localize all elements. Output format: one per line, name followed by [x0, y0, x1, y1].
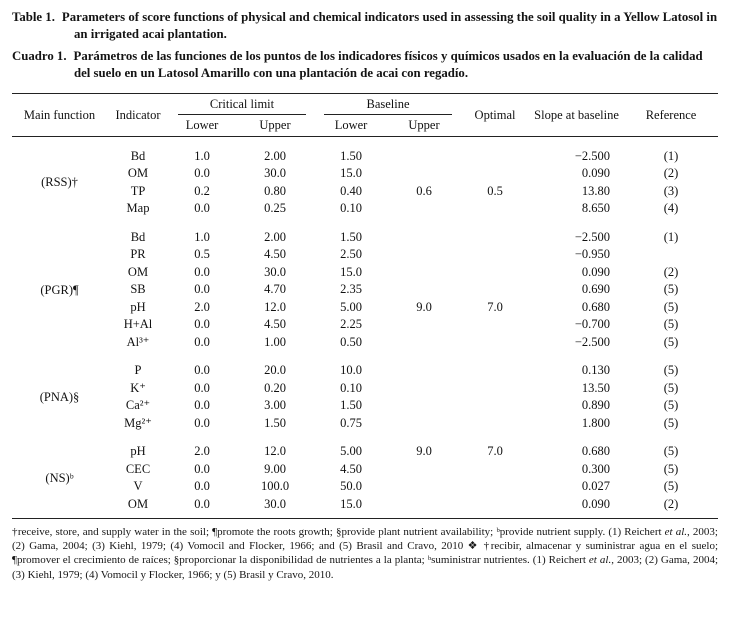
cell-bl_lower: 5.00: [340, 444, 362, 459]
table-row: [12, 316, 718, 334]
table-row: [12, 461, 718, 479]
cell-indicator: Al³⁺: [126, 334, 150, 349]
cell-optimal: [461, 415, 529, 433]
table-row: [12, 246, 718, 264]
caption-es-text: Parámetros de las funciones de los puntos de los indicadores físicos y químicos usados en la evaluación de la calidad del suelo en un Latosol Amarillo con una plantación de acai con regadío.: [73, 48, 703, 80]
cell-bl_lower: 1.50: [340, 229, 362, 244]
cell-cl_upper: 4.50: [264, 247, 286, 262]
cell-slope: −2.500: [574, 334, 611, 349]
cell-bl_lower: 2.50: [340, 247, 362, 262]
table-row: [12, 183, 718, 201]
cell-indicator: K⁺: [130, 380, 146, 395]
table-row: [12, 148, 718, 166]
cell-cl_lower: 0.0: [194, 282, 210, 297]
cell-optimal: 0.5: [487, 183, 503, 198]
cell-slope: 0.680: [581, 299, 611, 314]
cell-optimal: [461, 281, 529, 299]
cell-slope: 0.027: [581, 479, 611, 494]
cell-indicator: OM: [127, 496, 149, 511]
cell-cl_upper: 0.20: [264, 380, 286, 395]
cell-bl_lower: 2.35: [340, 282, 362, 297]
cell-bl_lower: 5.00: [340, 299, 362, 314]
cell-indicator: SB: [130, 282, 146, 297]
table-body: [12, 137, 718, 519]
cell-cl_upper: 0.80: [264, 183, 286, 198]
cell-ref: (5): [663, 334, 679, 349]
cell-indicator: PR: [130, 247, 146, 262]
cell-bl_lower: 15.0: [340, 496, 362, 511]
cell-indicator: P: [134, 363, 142, 378]
cell-optimal: [461, 380, 529, 398]
cell-indicator: Bd: [130, 229, 146, 244]
cell-indicator: CEC: [125, 461, 151, 476]
cell-slope: −0.700: [574, 317, 611, 332]
header-critical-limit: Critical limit: [169, 93, 315, 116]
cell-slope: 0.680: [581, 444, 611, 459]
cell-cl_lower: 0.2: [194, 183, 210, 198]
cell-bl_lower: 50.0: [340, 479, 362, 494]
cell-bl_upper: [387, 316, 461, 334]
cell-bl_lower: 0.75: [340, 415, 362, 430]
cell-bl_upper: 0.6: [416, 183, 432, 198]
group-spacer: [12, 351, 718, 362]
footnote-segment: , 2003; (2) Gama, 2004; (3) Kiehl, 1979; (4) Vomocil y Flocker, 1966; y (5) Brasil y Cravo, 2010.: [12, 554, 719, 581]
cell-bl_upper: [387, 415, 461, 433]
cell-cl_upper: 9.00: [264, 461, 286, 476]
table-row: [12, 380, 718, 398]
cell-cl_upper: 4.70: [264, 282, 286, 297]
cell-slope: −2.500: [574, 148, 611, 163]
cell-slope: 0.690: [581, 282, 611, 297]
cell-indicator: OM: [127, 264, 149, 279]
cell-slope: −0.950: [574, 247, 611, 262]
cell-cl_upper: 100.0: [260, 479, 290, 494]
cell-ref: (5): [663, 479, 679, 494]
footnote-italic-segment: et al.: [664, 525, 688, 538]
header-reference: Reference: [624, 93, 718, 137]
cell-slope: 13.80: [581, 183, 611, 198]
cell-bl_upper: [387, 334, 461, 352]
cell-bl_upper: [387, 397, 461, 415]
cell-bl_lower: 1.50: [340, 398, 362, 413]
cell-cl_upper: 4.50: [264, 317, 286, 332]
cell-ref: (1): [663, 229, 679, 244]
cell-slope: 1.800: [581, 415, 611, 430]
cell-cl_lower: 0.0: [194, 166, 210, 181]
cell-bl_upper: [387, 496, 461, 514]
parameters-table: [12, 93, 718, 519]
cell-bl_lower: 2.25: [340, 317, 362, 332]
cell-ref: (5): [663, 415, 679, 430]
cell-ref: (4): [663, 201, 679, 216]
cell-ref: (5): [663, 461, 679, 476]
main-function-label: (RSS)†: [41, 175, 78, 190]
group-spacer: [12, 432, 718, 443]
cell-bl_lower: 4.50: [340, 461, 362, 476]
cell-cl_lower: 0.5: [194, 247, 210, 262]
cell-cl_lower: 0.0: [194, 201, 210, 216]
footnote-segment: , 2003; (2) Gama, 2004; (3) Kiehl, 1979; (4) Vomocil and Flocker, 1966; and (5) Brasil and Cravo, 2010 ❖ †recibir, almacenar y suministrar agua en el suelo; ¶promover el crecimiento de raíces; §proporcionar la disponibilidad de nutrientes a la planta; ᵇsuministrar nutrientes. (1) Reichert: [12, 525, 718, 567]
cell-cl_upper: 30.0: [264, 496, 286, 511]
table-row: [12, 299, 718, 317]
cell-slope: 0.300: [581, 461, 611, 476]
header-optimal: Optimal: [461, 93, 529, 137]
cell-cl_upper: 2.00: [264, 148, 286, 163]
cell-optimal: [461, 148, 529, 166]
cell-cl_upper: 2.00: [264, 229, 286, 244]
cell-ref: (5): [663, 444, 679, 459]
cell-indicator: pH: [130, 444, 146, 459]
cell-optimal: [461, 200, 529, 218]
cell-indicator: TP: [130, 183, 146, 198]
caption-en-label: Table 1.: [12, 10, 55, 24]
table-row: [12, 200, 718, 218]
cell-indicator: pH: [130, 299, 146, 314]
table-row: [12, 281, 718, 299]
footnote-italic-segment: et al.: [588, 554, 612, 567]
cell-bl_lower: 1.50: [340, 148, 362, 163]
table-row: [12, 229, 718, 247]
cell-cl_upper: 12.0: [264, 444, 286, 459]
caption-es-label: Cuadro 1.: [12, 48, 67, 63]
cell-optimal: [461, 264, 529, 282]
cell-indicator: V: [133, 479, 143, 494]
header-indicator: Indicator: [107, 93, 169, 137]
cell-cl_lower: 1.0: [194, 229, 210, 244]
cell-cl_upper: 20.0: [264, 363, 286, 378]
cell-slope: −2.500: [574, 229, 611, 244]
cell-indicator: OM: [127, 166, 149, 181]
cell-bl_upper: [387, 362, 461, 380]
group-spacer: [12, 137, 718, 148]
cell-cl_upper: 30.0: [264, 166, 286, 181]
header-baseline-lower: Lower: [315, 116, 387, 137]
header-main-function: Main function: [12, 93, 107, 137]
group-spacer: [12, 218, 718, 229]
header-critical-lower: Lower: [169, 116, 235, 137]
cell-cl_lower: 1.0: [194, 148, 210, 163]
cell-bl_upper: [387, 281, 461, 299]
cell-optimal: [461, 461, 529, 479]
header-baseline: Baseline: [315, 93, 461, 116]
table-row: [12, 443, 718, 461]
cell-cl_lower: 0.0: [194, 496, 210, 511]
cell-indicator: H+Al: [123, 317, 153, 332]
cell-optimal: [461, 496, 529, 514]
cell-cl_lower: 0.0: [194, 398, 210, 413]
cell-cl_lower: 0.0: [194, 380, 210, 395]
cell-bl_lower: 10.0: [340, 363, 362, 378]
table-row: [12, 165, 718, 183]
main-function-label: (NS)ᵇ: [45, 470, 74, 485]
table-row: [12, 415, 718, 433]
cell-bl_upper: 9.0: [416, 299, 432, 314]
end-spacer: [12, 513, 718, 518]
cell-bl_upper: [387, 478, 461, 496]
cell-optimal: [461, 478, 529, 496]
cell-bl_lower: 0.50: [340, 334, 362, 349]
cell-cl_upper: 30.0: [264, 264, 286, 279]
cell-optimal: 7.0: [487, 299, 503, 314]
cell-bl_upper: [387, 148, 461, 166]
header-baseline-upper: Upper: [387, 116, 461, 137]
cell-bl_lower: 15.0: [340, 264, 362, 279]
cell-cl_upper: 1.50: [264, 415, 286, 430]
cell-slope: 13.50: [581, 380, 611, 395]
footnotes: [12, 525, 718, 582]
cell-bl_lower: 0.40: [340, 183, 362, 198]
cell-bl_upper: [387, 229, 461, 247]
cell-cl_upper: 3.00: [264, 398, 286, 413]
cell-ref: (3): [663, 183, 679, 198]
table-row: [12, 264, 718, 282]
cell-cl_upper: 12.0: [264, 299, 286, 314]
cell-ref: (2): [663, 264, 679, 279]
cell-bl_upper: [387, 165, 461, 183]
cell-bl_upper: [387, 246, 461, 264]
cell-cl_lower: 0.0: [194, 363, 210, 378]
cell-bl_upper: [387, 264, 461, 282]
table-row: [12, 397, 718, 415]
cell-cl_lower: 0.0: [194, 415, 210, 430]
cell-ref: (1): [663, 148, 679, 163]
cell-cl_lower: 2.0: [194, 299, 210, 314]
table-header: [12, 93, 718, 137]
cell-optimal: [461, 397, 529, 415]
table-row: [12, 334, 718, 352]
cell-bl_lower: 0.10: [340, 380, 362, 395]
caption-en-text: Parameters of score functions of physical and chemical indicators used in assessing the soil quality in a Yellow Latosol in an irrigated acai plantation.: [61, 10, 718, 41]
header-critical-upper: Upper: [235, 116, 315, 137]
cell-cl_lower: 0.0: [194, 317, 210, 332]
cell-ref: (5): [663, 398, 679, 413]
table-row: [12, 362, 718, 380]
main-function-label: (PNA)§: [39, 389, 80, 404]
caption-english: [12, 9, 718, 43]
cell-slope: 0.130: [581, 363, 611, 378]
cell-optimal: [461, 316, 529, 334]
cell-bl_upper: [387, 461, 461, 479]
table-row: [12, 478, 718, 496]
cell-optimal: [461, 362, 529, 380]
cell-slope: 0.890: [581, 398, 611, 413]
cell-ref: [624, 246, 718, 264]
cell-optimal: [461, 246, 529, 264]
cell-bl_lower: 15.0: [340, 166, 362, 181]
cell-cl_upper: 1.00: [264, 334, 286, 349]
cell-slope: 0.090: [581, 264, 611, 279]
cell-ref: (5): [663, 380, 679, 395]
cell-cl_lower: 2.0: [194, 444, 210, 459]
cell-ref: (5): [663, 317, 679, 332]
main-function-label: (PGR)¶: [40, 282, 79, 297]
header-slope-at-baseline: Slope at baseline: [529, 93, 624, 137]
cell-optimal: [461, 165, 529, 183]
cell-optimal: [461, 229, 529, 247]
cell-bl_lower: 0.10: [340, 201, 362, 216]
cell-bl_upper: 9.0: [416, 444, 432, 459]
cell-bl_upper: [387, 200, 461, 218]
cell-indicator: Map: [126, 201, 150, 216]
cell-cl_upper: 0.25: [264, 201, 286, 216]
cell-optimal: 7.0: [487, 444, 503, 459]
cell-indicator: Mg²⁺: [124, 415, 152, 430]
cell-ref: (5): [663, 282, 679, 297]
table-row: [12, 496, 718, 514]
cell-slope: 0.090: [581, 496, 611, 511]
cell-indicator: Ca²⁺: [125, 398, 151, 413]
cell-indicator: Bd: [130, 148, 146, 163]
footnote-segment: †receive, store, and supply water in the soil; ¶promote the roots growth; §provide plant nutrient availability; ᵇprovide nutrient supply. (1) Reichert: [12, 525, 665, 538]
cell-cl_lower: 0.0: [194, 334, 210, 349]
cell-cl_lower: 0.0: [194, 264, 210, 279]
caption-spanish: [12, 48, 718, 82]
cell-cl_lower: 0.0: [194, 479, 210, 494]
cell-ref: (2): [663, 496, 679, 511]
cell-cl_lower: 0.0: [194, 461, 210, 476]
cell-optimal: [461, 334, 529, 352]
cell-ref: (5): [663, 363, 679, 378]
cell-ref: (2): [663, 166, 679, 181]
cell-slope: 0.090: [581, 166, 611, 181]
cell-bl_upper: [387, 380, 461, 398]
cell-slope: 8.650: [581, 201, 611, 216]
cell-ref: (5): [663, 299, 679, 314]
